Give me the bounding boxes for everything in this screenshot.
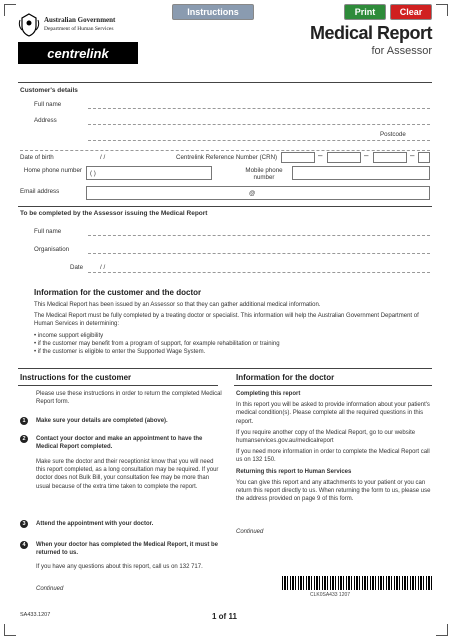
barcode-text: CLK0SA433 1207 xyxy=(310,592,351,598)
instructions-heading: Instructions for the customer xyxy=(20,373,132,382)
clear-button[interactable]: Clear xyxy=(390,4,432,20)
print-button[interactable]: Print xyxy=(344,4,386,20)
email-label: Email address xyxy=(20,188,60,195)
info-bullet: • if the customer may benefit from a program of support, for example rehabilitation or training xyxy=(34,340,434,348)
header-rule xyxy=(18,82,432,83)
doctor-p1: In this report you will be asked to provide information about your patient's medical condition(s). Please complete all the required questions in this report. xyxy=(236,402,430,425)
doctor-sub-completing: Completing this report xyxy=(236,391,301,397)
page-number: 1 of 11 xyxy=(212,612,237,621)
instructions-button[interactable]: Instructions xyxy=(172,4,254,20)
home-phone-input[interactable] xyxy=(86,166,212,180)
instructions-rule xyxy=(18,385,218,386)
customer-heading: Customer's details xyxy=(20,87,78,94)
step-3-badge: 3 xyxy=(20,520,28,528)
assessor-date-label: Date xyxy=(70,264,84,271)
form-code: SA433.1207 xyxy=(20,612,51,618)
info-body xyxy=(34,301,434,356)
info-bullet: • income support eligibility xyxy=(34,332,434,340)
step-2-body: Make sure the doctor and their receptionist know that you will need this report completed, as a long consultation may be required. If your doctor does not Bulk Bill, your consultation fee may be more than usual because of the extra time taken to complete the report. xyxy=(36,459,219,490)
address-line-2[interactable] xyxy=(88,140,430,141)
info-heading: Information for the customer and the doctor xyxy=(34,288,202,297)
gov-line-2: Department of Human Services xyxy=(44,26,114,32)
home-phone-label: Home phone number xyxy=(23,167,82,174)
crn-dash-2: – xyxy=(364,151,369,160)
doctor-rule xyxy=(234,385,432,386)
coat-of-arms-icon xyxy=(18,12,40,38)
page-subtitle: for Assessor xyxy=(371,45,432,57)
gov-line-1: Australian Government xyxy=(44,16,116,24)
crop-mark-bottom-left xyxy=(4,624,16,636)
step-1-text: Make sure your details are completed (above). xyxy=(36,418,168,424)
rule-2 xyxy=(18,206,432,207)
info-p2: The Medical Report must be fully completed by a treating doctor or specialist. This information will help the Australian Government Department of Human Services in determining: xyxy=(34,313,419,328)
centrelink-logo xyxy=(18,12,138,74)
dob-label: Date of birth xyxy=(20,154,54,161)
email-at: @ xyxy=(249,190,256,197)
crn-dash-1: – xyxy=(318,151,323,160)
doctor-p2: If you require another copy of the Medical Report, go to our website humanservices.gov.au/medicalreport xyxy=(236,429,416,445)
email-input[interactable] xyxy=(86,186,430,200)
mobile-label: Mobile phone number xyxy=(245,167,283,181)
section-divider xyxy=(20,150,430,151)
doctor-continued: Continued xyxy=(236,529,264,535)
crn-box-3[interactable] xyxy=(373,152,407,163)
brand-bar: centrelink xyxy=(18,42,138,64)
assessor-date-input[interactable]: / / xyxy=(100,264,106,271)
organisation-input[interactable] xyxy=(88,253,430,254)
crn-box-1[interactable] xyxy=(281,152,315,163)
crop-mark-top-right xyxy=(436,4,448,16)
crn-box-4[interactable] xyxy=(418,152,430,163)
assessor-date-line xyxy=(88,272,430,273)
crn-box-2[interactable] xyxy=(327,152,361,163)
rule-3 xyxy=(18,368,432,369)
address-label: Address xyxy=(34,117,57,124)
info-p1: This Medical Report has been issued by an Assessor so that they can gather additional medical information. xyxy=(34,302,321,308)
assessor-name-input[interactable] xyxy=(88,235,430,236)
step-3-text: Attend the appointment with your doctor. xyxy=(36,521,154,527)
postcode-label: Postcode xyxy=(380,131,406,138)
step-1-badge: 1 xyxy=(20,417,28,425)
doctor-sub-returning: Returning this report to Human Services xyxy=(236,468,352,475)
assessor-heading: To be completed by the Assessor issuing the Medical Report xyxy=(20,210,208,217)
full-name-label: Full name xyxy=(34,101,62,108)
doctor-p4: You can give this report and any attachments to your patient or you can return this report directly to us. When returning the form to us, please use the address provided on page 9 of this form. xyxy=(236,479,431,503)
full-name-input[interactable] xyxy=(88,108,430,109)
step-2-badge: 2 xyxy=(20,435,28,443)
crop-mark-bottom-right xyxy=(436,624,448,636)
doctor-body xyxy=(236,390,432,506)
doctor-heading: Information for the doctor xyxy=(236,373,335,382)
organisation-label: Organisation xyxy=(34,246,70,253)
dob-input[interactable]: / / xyxy=(100,154,106,161)
page-title: Medical Report xyxy=(309,23,432,43)
step-4-text: When your doctor has completed the Medical Report, it must be returned to us. xyxy=(36,542,219,557)
mobile-input[interactable] xyxy=(292,166,430,180)
address-line-1[interactable] xyxy=(88,124,430,125)
step-4-body: If you have any questions about this report, call us on 132 717. xyxy=(36,564,203,570)
info-bullet: • if the customer is eligible to enter the Supported Wage System. xyxy=(34,348,434,356)
crn-dash-3: – xyxy=(410,151,415,160)
doctor-p3: If you need more information in order to complete the Medical Report call us on 132 150. xyxy=(236,449,430,464)
step-2-text: Contact your doctor and make an appointment to have the Medical Report completed. xyxy=(36,436,203,451)
barcode-image xyxy=(282,576,432,590)
step-4-badge: 4 xyxy=(20,541,28,549)
instructions-intro: Please use these instructions in order to return the completed Medical Report form. xyxy=(36,391,222,406)
crn-label: Centrelink Reference Number (CRN) xyxy=(176,154,278,161)
assessor-name-label: Full name xyxy=(34,228,62,235)
crop-mark-top-left xyxy=(4,4,16,16)
instructions-continued: Continued xyxy=(36,586,64,592)
info-bullets xyxy=(34,332,434,357)
home-phone-paren: ( ) xyxy=(90,170,96,177)
